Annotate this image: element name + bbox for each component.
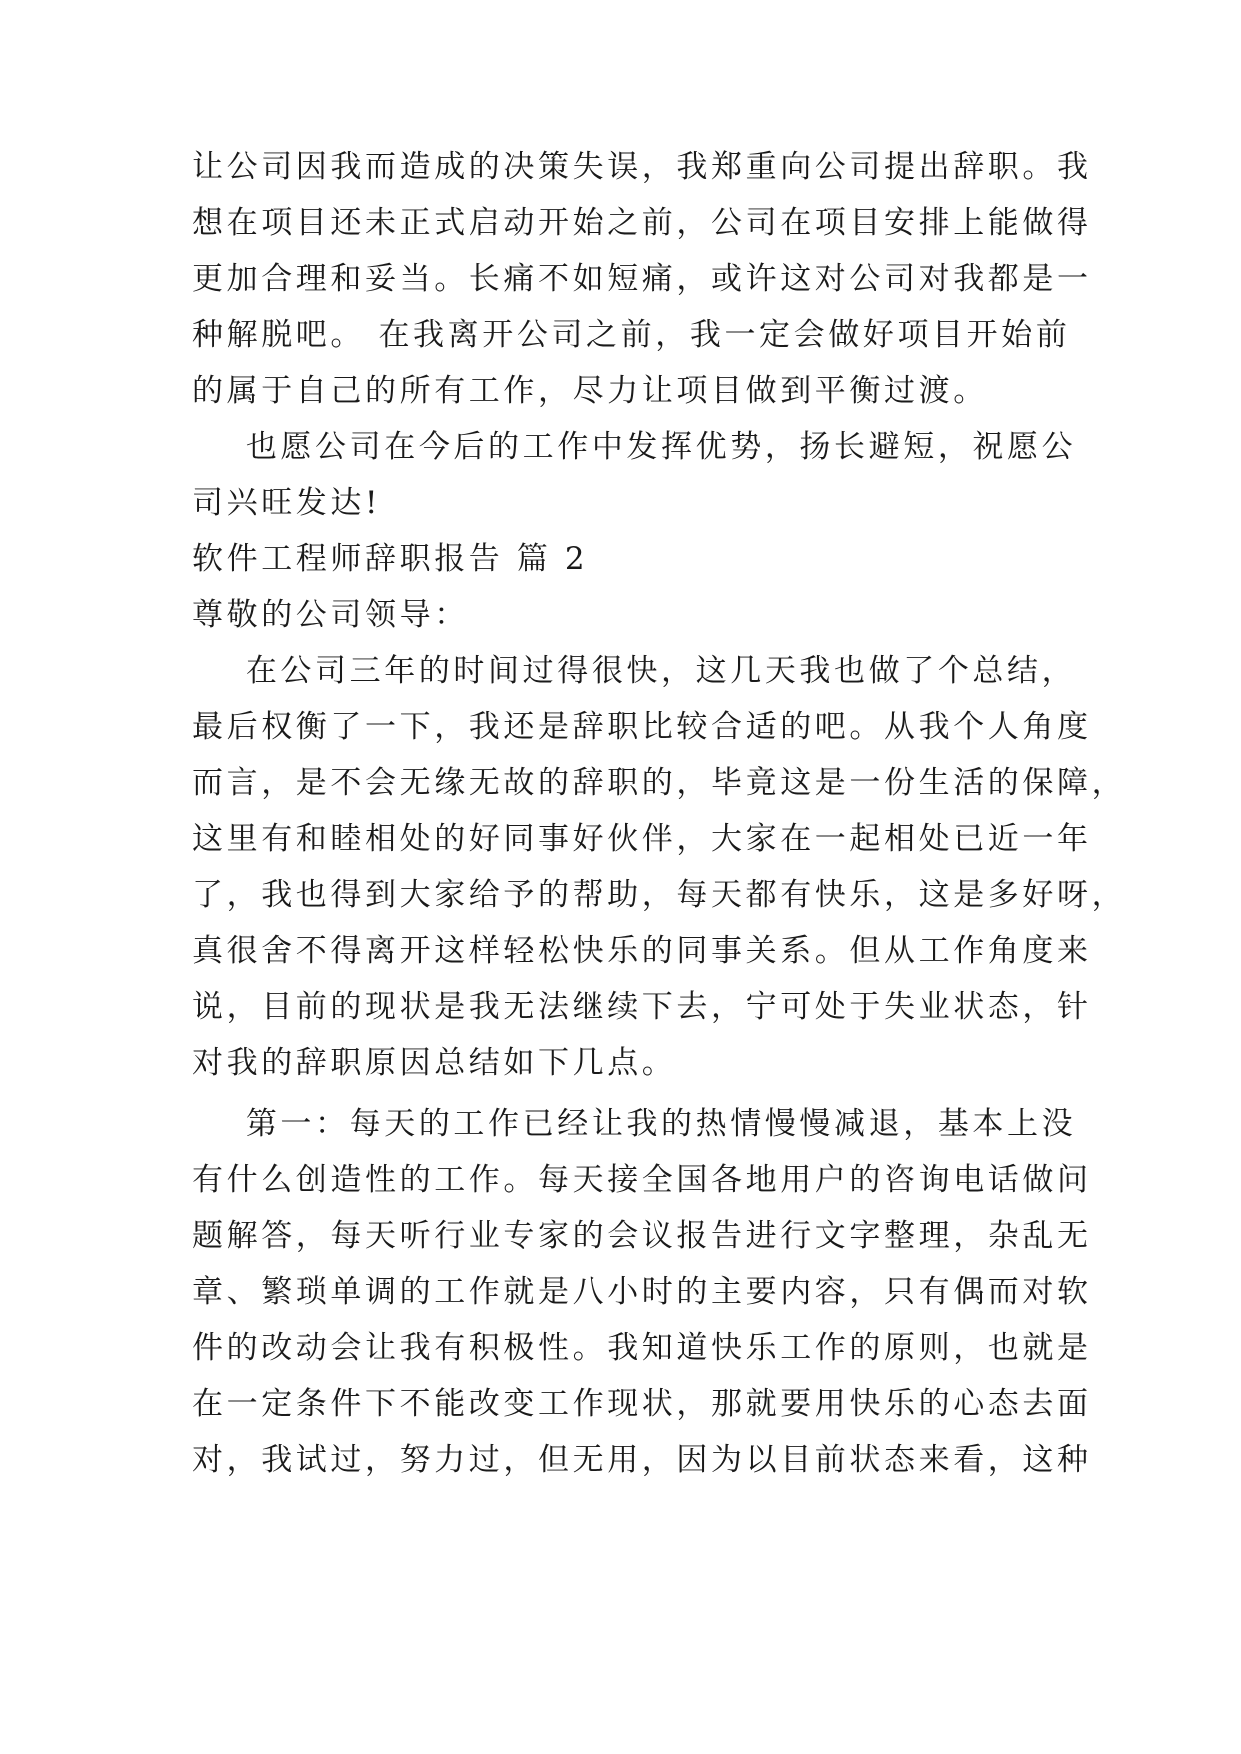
- text-line: 有什么创造性的工作。每天接全国各地用户的咨询电话做问: [192, 1162, 1092, 1198]
- text-line: 题解答，每天听行业专家的会议报告进行文字整理，杂乱无: [192, 1218, 1092, 1254]
- text-line: 第一：每天的工作已经让我的热情慢慢减退，基本上没: [192, 1106, 1077, 1142]
- text-line: 想在项目还未正式启动开始之前，公司在项目安排上能做得: [192, 205, 1092, 241]
- text-line: 这里有和睦相处的好同事好伙伴，大家在一起相处已近一年: [192, 821, 1092, 857]
- text-line: 对我的辞职原因总结如下几点。: [192, 1045, 677, 1081]
- text-line: 在公司三年的时间过得很快，这几天我也做了个总结，: [192, 653, 1077, 689]
- text-line: 说，目前的现状是我无法继续下去，宁可处于失业状态，针: [192, 989, 1092, 1025]
- section-heading: 软件工程师辞职报告 篇 2: [192, 541, 589, 577]
- salutation: 尊敬的公司领导：: [192, 597, 469, 633]
- text-line: 最后权衡了一下，我还是辞职比较合适的吧。从我个人角度: [192, 709, 1092, 745]
- text-line: 真很舍不得离开这样轻松快乐的同事关系。但从工作角度来: [192, 933, 1092, 969]
- text-line: 对，我试过，努力过，但无用，因为以目前状态来看，这种: [192, 1442, 1092, 1478]
- text-line: 件的改动会让我有积极性。我知道快乐工作的原则，也就是: [192, 1330, 1092, 1366]
- text-line: 了，我也得到大家给予的帮助，每天都有快乐，这是多好呀，: [192, 877, 1127, 913]
- text-line: 章、繁琐单调的工作就是八小时的主要内容，只有偶而对软: [192, 1274, 1092, 1310]
- text-line: 让公司因我而造成的决策失误，我郑重向公司提出辞职。我: [192, 149, 1092, 185]
- text-line: 也愿公司在今后的工作中发挥优势，扬长避短，祝愿公: [192, 429, 1077, 465]
- text-line: 司兴旺发达!: [192, 485, 382, 521]
- text-line: 种解脱吧。 在我离开公司之前，我一定会做好项目开始前: [192, 317, 1071, 353]
- text-line: 更加合理和妥当。长痛不如短痛，或许这对公司对我都是一: [192, 261, 1092, 297]
- text-line: 在一定条件下不能改变工作现状，那就要用快乐的心态去面: [192, 1386, 1092, 1422]
- text-line: 而言，是不会无缘无故的辞职的，毕竟这是一份生活的保障，: [192, 765, 1127, 801]
- text-line: 的属于自己的所有工作，尽力让项目做到平衡过渡。: [192, 373, 988, 409]
